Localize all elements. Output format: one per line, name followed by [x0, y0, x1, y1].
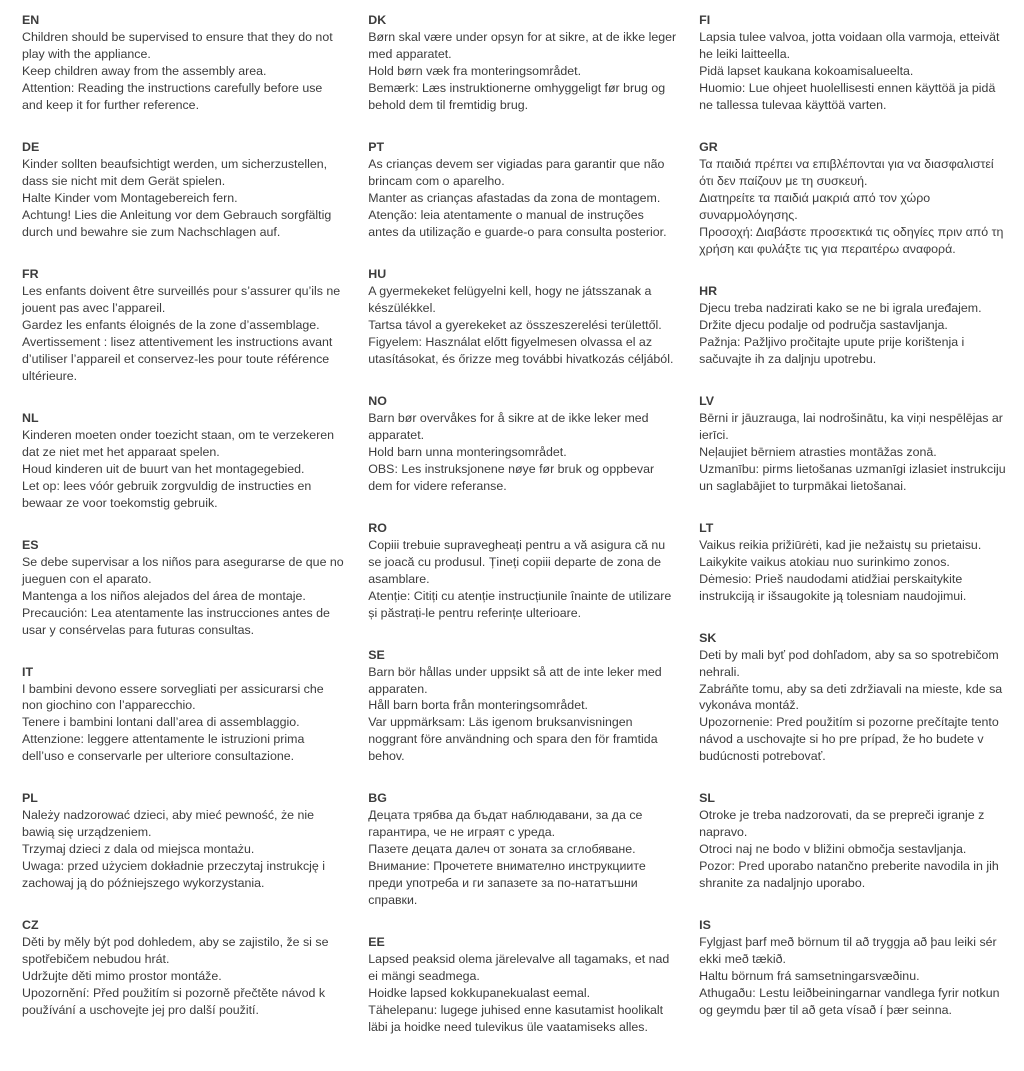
language-code: LT: [699, 520, 714, 535]
language-section-se: [368, 647, 677, 766]
column-2: [368, 12, 677, 1061]
instruction-text: Pidä lapset kaukana kokoamisalueelta.: [699, 63, 914, 78]
language-section-fr: [22, 266, 346, 385]
instruction-text: Djecu treba nadzirati kako se ne bi igrala uređajem.: [699, 300, 982, 315]
instruction-text: OBS: Les instruksjonene nøye før bruk og oppbevar dem for videre referanse.: [368, 461, 655, 493]
language-section-dk: [368, 12, 677, 114]
instruction-text: Figyelem: Használat előtt figyelmesen olvassa el az utasításokat, és őrizze meg további hivatkozás céljából.: [368, 334, 674, 366]
instruction-text: Hold barn unna monteringsområdet.: [368, 444, 567, 459]
instruction-text: Pažnja: Pažljivo pročitajte upute prije korištenja i sačuvajte ih za daljnju upotrebu.: [699, 334, 965, 366]
instruction-text: Otroci naj ne bodo v bližini območja sestavljanja.: [699, 842, 967, 857]
language-section-is: [699, 917, 1008, 1019]
instruction-text: As crianças devem ser vigiadas para garantir que não brincam com o aparelho.: [368, 156, 665, 188]
language-section-no: [368, 393, 677, 495]
instruction-text: Atenție: Citiți cu atenție instrucțiunile înainte de utilizare și păstrați-le pentru referințe ulterioare.: [368, 588, 672, 620]
instruction-text: Les enfants doivent être surveillés pour s’assurer qu’ils ne jouent pas avec l’appareil.: [22, 283, 341, 315]
language-code: IS: [699, 918, 711, 933]
instruction-text: Uzmanību: pirms lietošanas uzmanīgi izlasiet instrukciju un saglabājiet to turpmākai lietošanai.: [699, 461, 1006, 493]
instruction-text: Children should be supervised to ensure that they do not play with the appliance.: [22, 29, 333, 61]
instruction-text: Držite djecu podalje od područja sastavljanja.: [699, 317, 948, 332]
language-code: EE: [368, 935, 385, 950]
instruction-text: Bērni ir jāuzrauga, lai nodrošinātu, ka viņi nespēlējas ar ierīci.: [699, 410, 1003, 442]
language-section-fi: [699, 12, 1008, 114]
instruction-text: Atenção: leia atentamente o manual de instruções antes da utilização e guarde-o para consulta posterior.: [368, 207, 667, 239]
language-section-lt: [699, 520, 1008, 605]
language-section-en: [22, 12, 346, 114]
language-code: DE: [22, 139, 40, 154]
language-code: RO: [368, 520, 387, 535]
instruction-text: Tenere i bambini lontani dall’area di assemblaggio.: [22, 715, 300, 730]
instruction-text: Пазете децата далеч от зоната за сглобяване.: [368, 842, 636, 857]
language-code: PL: [22, 791, 38, 806]
language-section-hu: [368, 266, 677, 368]
instruction-text: Mantenga a los niños alejados del área de montaje.: [22, 588, 306, 603]
language-code: SK: [699, 630, 717, 645]
instruction-text: Uwaga: przed użyciem dokładnie przeczytaj instrukcję i zachowaj ją do późniejszego wykorzystania.: [22, 859, 326, 891]
instruction-text: Deti by mali byť pod dohľadom, aby sa so spotrebičom nehrali.: [699, 647, 999, 679]
language-code: PT: [368, 139, 385, 154]
instruction-text: Var uppmärksam: Läs igenom bruksanvisningen noggrant före användning och spara den för framtida behov.: [368, 715, 658, 764]
instruction-text: Lapsia tulee valvoa, jotta voidaan olla varmoja, etteivät he leiki laitteella.: [699, 29, 1000, 61]
language-code: DK: [368, 13, 387, 27]
language-section-ee: [368, 934, 677, 1036]
instruction-text: Τα παιδιά πρέπει να επιβλέπονται για να διασφαλιστεί ότι δεν παίζουν με τη συσκευή.: [699, 156, 994, 188]
column-1: [22, 12, 346, 1061]
instruction-text: Należy nadzorować dzieci, aby mieć pewność, że nie bawią się urządzeniem.: [22, 808, 315, 840]
language-section-nl: [22, 410, 346, 512]
instruction-text: Børn skal være under opsyn for at sikre, at de ikke leger med apparatet.: [368, 29, 677, 61]
instruction-text: Precaución: Lea atentamente las instrucciones antes de usar y consérvelas para futuras consultas.: [22, 605, 330, 637]
language-code: SE: [368, 647, 385, 662]
instruction-text: Hoidke lapsed kokkupanekualast eemal.: [368, 986, 591, 1001]
instruction-text: Upozornenie: Pred použitím si pozorne prečítajte tento návod a uschovajte si ho pre prípad, že ho budete v budúcnosti potrebovať.: [699, 715, 999, 764]
instruction-text: Dėmesio: Prieš naudodami atidžiai perskaitykite instrukciją ir išsaugokite ją tolesniam naudojimui.: [699, 571, 967, 603]
instruction-text: Let op: lees vóór gebruik zorgvuldig de instructies en bewaar ze voor toekomstig gebruik.: [22, 478, 312, 510]
instruction-text: Fylgjast þarf með börnum til að tryggja að þau leiki sér ekki með tækið.: [699, 935, 997, 967]
instruction-text: Athugaðu: Lestu leiðbeiningarnar vandlega fyrir notkun og geymdu þær til að geta vísað í þær seinna.: [699, 986, 1000, 1018]
instruction-text: Děti by měly být pod dohledem, aby se zajistilo, že si se spotřebičem nebudou hrát.: [22, 935, 329, 967]
instruction-text: Houd kinderen uit de buurt van het montagegebied.: [22, 461, 305, 476]
language-code: HR: [699, 283, 718, 298]
language-section-bg: [368, 790, 677, 909]
language-section-lv: [699, 393, 1008, 495]
instruction-text: Avertissement : lisez attentivement les instructions avant d’utiliser l’appareil et conservez-les pour toute référence ultérieure.: [22, 334, 333, 383]
instruction-text: Gardez les enfants éloignés de la zone d’assemblage.: [22, 317, 320, 332]
language-code: FR: [22, 266, 39, 281]
instruction-text: Προσοχή: Διαβάστε προσεκτικά τις οδηγίες πριν από τη χρήση και φυλάξτε τις για περαιτέρω αναφορά.: [699, 224, 1004, 256]
instruction-text: I bambini devono essere sorvegliati per assicurarsi che non giochino con l’apparecchio.: [22, 681, 324, 713]
language-code: NL: [22, 410, 39, 425]
language-code: IT: [22, 664, 34, 679]
instruction-text: Διατηρείτε τα παιδιά μακριά από τον χώρο συναρμολόγησης.: [699, 190, 931, 222]
language-code: ES: [22, 537, 39, 552]
instruction-text: Barn bör hållas under uppsikt så att de inte leker med apparaten.: [368, 664, 662, 696]
instruction-text: Pozor: Pred uporabo natančno preberite navodila in jih shranite za nadaljnjo uporabo.: [699, 859, 999, 891]
language-code: NO: [368, 393, 387, 408]
instruction-text: Neļaujiet bērniem atrasties montāžas zonā.: [699, 444, 937, 459]
language-code: SL: [699, 791, 715, 806]
instruction-text: Tartsa távol a gyerekeket az összeszerelési területtől.: [368, 317, 662, 332]
instruction-text: Otroke je treba nadzorovati, da se prepreči igranje z napravo.: [699, 808, 985, 840]
instruction-text: Kinderen moeten onder toezicht staan, om te verzekeren dat ze niet met het apparaat spelen.: [22, 427, 335, 459]
instruction-text: Keep children away from the assembly area.: [22, 63, 267, 78]
language-section-sl: [699, 790, 1008, 892]
language-section-es: [22, 537, 346, 639]
instruction-text: Laikykite vaikus atokiau nuo surinkimo zonos.: [699, 554, 950, 569]
language-section-cz: [22, 917, 346, 1019]
instruction-text: Halte Kinder vom Montagebereich fern.: [22, 190, 238, 205]
language-section-sk: [699, 630, 1008, 766]
language-code: BG: [368, 791, 387, 806]
language-section-gr: [699, 139, 1008, 258]
language-code: FI: [699, 13, 711, 27]
language-section-de: [22, 139, 346, 241]
instruction-text: Vaikus reikia prižiūrėti, kad jie nežaistų su prietaisu.: [699, 537, 982, 552]
instruction-text: Barn bør overvåkes for å sikre at de ikke leker med apparatet.: [368, 410, 649, 442]
instruction-text: Copiii trebuie supravegheați pentru a vă asigura că nu se joacă cu produsul. Țineți copiii departe de zona de asamblare.: [368, 537, 666, 586]
instruction-text: Zabráňte tomu, aby sa deti zdržiavali na mieste, kde sa vykonáva montáž.: [699, 681, 1003, 713]
language-section-ro: [368, 520, 677, 622]
instruction-text: Upozornění: Před použitím si pozorně přečtěte návod k používání a uschovejte jej pro další použití.: [22, 986, 326, 1018]
instruction-text: Håll barn borta från monteringsområdet.: [368, 698, 588, 713]
instruction-text: Manter as crianças afastadas da zona de montagem.: [368, 190, 661, 205]
instruction-text: Udržujte děti mimo prostor montáže.: [22, 969, 222, 984]
instruction-text: A gyermekeket felügyelni kell, hogy ne játsszanak a készülékkel.: [368, 283, 652, 315]
language-code: LV: [699, 393, 715, 408]
language-code: CZ: [22, 918, 39, 933]
instruction-text: Kinder sollten beaufsichtigt werden, um sicherzustellen, dass sie nicht mit dem Gerät spielen.: [22, 156, 328, 188]
instruction-text: Attention: Reading the instructions carefully before use and keep it for further reference.: [22, 80, 323, 112]
instruction-text: Se debe supervisar a los niños para asegurarse de que no jueguen con el aparato.: [22, 554, 344, 586]
language-code: HU: [368, 266, 387, 281]
instruction-text: Lapsed peaksid olema järelevalve all tagamaks, et nad ei mängi seadmega.: [368, 952, 670, 984]
language-section-it: [22, 664, 346, 766]
instruction-text: Haltu börnum frá samsetningarsvæðinu.: [699, 969, 920, 984]
instruction-text: Hold børn væk fra monteringsområdet.: [368, 63, 582, 78]
instruction-text: Achtung! Lies die Anleitung vor dem Gebrauch sorgfältig durch und bewahre sie zum Nachschlagen auf.: [22, 207, 332, 239]
language-section-pl: [22, 790, 346, 892]
instruction-text: Bemærk: Læs instruktionerne omhyggeligt før brug og behold dem til fremtidig brug.: [368, 80, 666, 112]
language-section-hr: [699, 283, 1008, 368]
instruction-text: Trzymaj dzieci z dala od miejsca montażu.: [22, 842, 255, 857]
language-section-pt: [368, 139, 677, 241]
instruction-text: Внимание: Прочетете внимателно инструкциите преди употреба и ги запазете за по-нататъшни справки.: [368, 859, 646, 908]
instruction-text: Tähelepanu: lugege juhised enne kasutamist hoolikalt läbi ja hoidke need tulevikus üle vaatamiseks alles.: [368, 1003, 664, 1035]
language-code: GR: [699, 139, 718, 154]
column-3: [699, 12, 1008, 1061]
instruction-text: Huomio: Lue ohjeet huolellisesti ennen käyttöä ja pidä ne tallessa tulevaa käyttöä varten.: [699, 80, 996, 112]
instruction-text: Attenzione: leggere attentamente le istruzioni prima dell’uso e conservarle per ulteriore consultazione.: [22, 732, 305, 764]
instruction-text: Децата трябва да бъдат наблюдавани, за да се гарантира, че не играят с уреда.: [368, 808, 643, 840]
language-code: EN: [22, 13, 40, 27]
